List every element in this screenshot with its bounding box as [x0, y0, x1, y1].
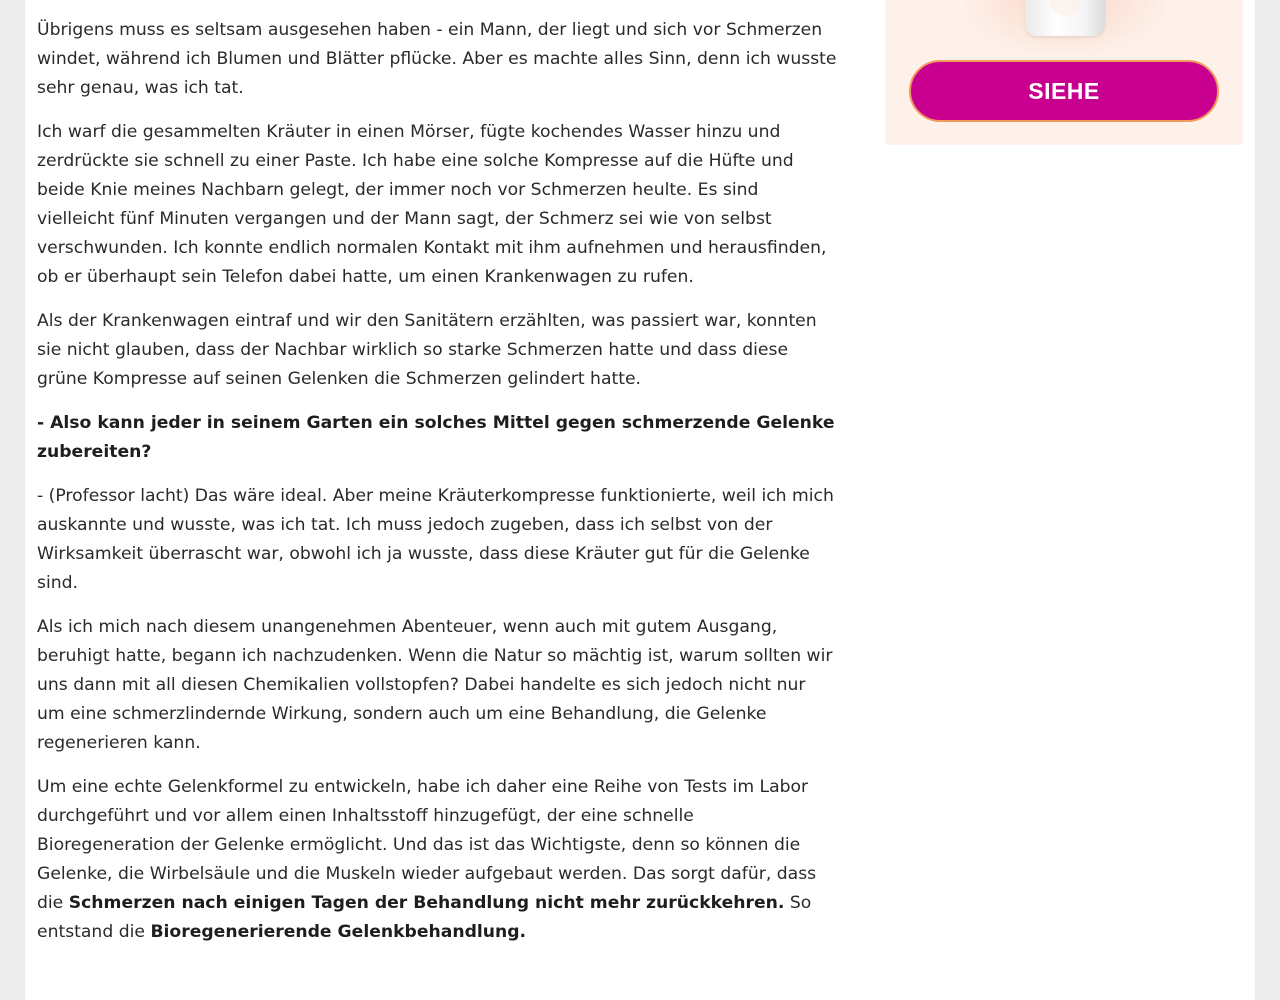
paragraph-text: Um eine echte Gelenkformel zu entwickeln, habe ich daher eine Reihe von Tests im Labor durchgeführt und vor allem einen Inhaltsstoff hinzugefügt, der eine schnelle Bioregeneration der Gelenke ermöglicht. Und das ist das Wichtigste, denn so können die Gelenke, die Wirbelsäule und die Muskeln wieder aufgebaut werden. Das sorgt dafür, dass die — [37, 777, 817, 913]
page-content — [25, 0, 1255, 1000]
interview-question — [37, 409, 837, 467]
interview-question-text: - Also kann jeder in seinem Garten ein solches Mittel gegen schmerzende Gelenke zubereiten? — [37, 413, 835, 462]
emphasis-text: Schmerzen nach einigen Tagen der Behandlung nicht mehr zurückkehren. — [68, 893, 785, 913]
article-paragraph — [37, 773, 837, 947]
sidebar-product-box — [885, 0, 1243, 145]
article-paragraph: Als ich mich nach diesem unangenehmen Abenteuer, wenn auch mit gutem Ausgang, beruhigt hatte, begann ich nachzudenken. Wenn die Natur so mächtig ist, warum sollten wir uns dann mit all diesen Chemikalien vollstopfen? Dabei handelte es sich jedoch nicht nur um eine schmerzlindernde Wirkung, sondern auch um eine Behandlung, die Gelenke regenerieren kann. — [37, 617, 833, 753]
siehe-button[interactable]: SIEHE — [909, 60, 1219, 122]
article-paragraph: - (Professor lacht) Das wäre ideal. Aber meine Kräuterkompresse funktionierte, weil ich mich auskannte und wusste, was ich tat. Ich muss jedoch zugeben, dass ich selbst von der Wirksamkeit überrascht war, obwohl ich ja wusste, dass diese Kräuter gut für die Gelenke sind. — [37, 486, 834, 593]
paragraph-text: So entstand die — [37, 893, 812, 942]
article-body — [37, 0, 837, 962]
article-paragraph: Als der Krankenwagen eintraf und wir den Sanitätern erzählten, was passiert war, konnten sie nicht glauben, dass der Nachbar wirklich so starke Schmerzen hatte und dass diese grüne Kompresse auf seinen Gelenken die Schmerzen gelindert hatte. — [37, 311, 817, 389]
product-jar-image — [1025, 0, 1105, 36]
article-paragraph — [37, 0, 837, 1]
article-paragraph: Übrigens muss es seltsam ausgesehen haben - ein Mann, der liegt und sich vor Schmerzen windet, während ich Blumen und Blätter pflücke. Aber es machte alles Sinn, denn ich wusste sehr genau, was ich tat. — [37, 20, 837, 98]
product-name-text: Bioregenerierende Gelenkbehandlung. — [150, 922, 527, 942]
article-paragraph: Ich warf die gesammelten Kräuter in einen Mörser, fügte kochendes Wasser hinzu und zerdrückte sie schnell zu einer Paste. Ich habe eine solche Kompresse auf die Hüfte und beide Knie meines Nachbarn gelegt, der immer noch vor Schmerzen heulte. Es sind vielleicht fünf Minuten vergangen und der Mann sagt, der Schmerz sei wie von selbst verschwunden. Ich konnte endlich normalen Kontakt mit ihm aufnehmen und herausfinden, ob er überhaupt sein Telefon dabei hatte, um einen Krankenwagen zu rufen. — [37, 122, 827, 287]
